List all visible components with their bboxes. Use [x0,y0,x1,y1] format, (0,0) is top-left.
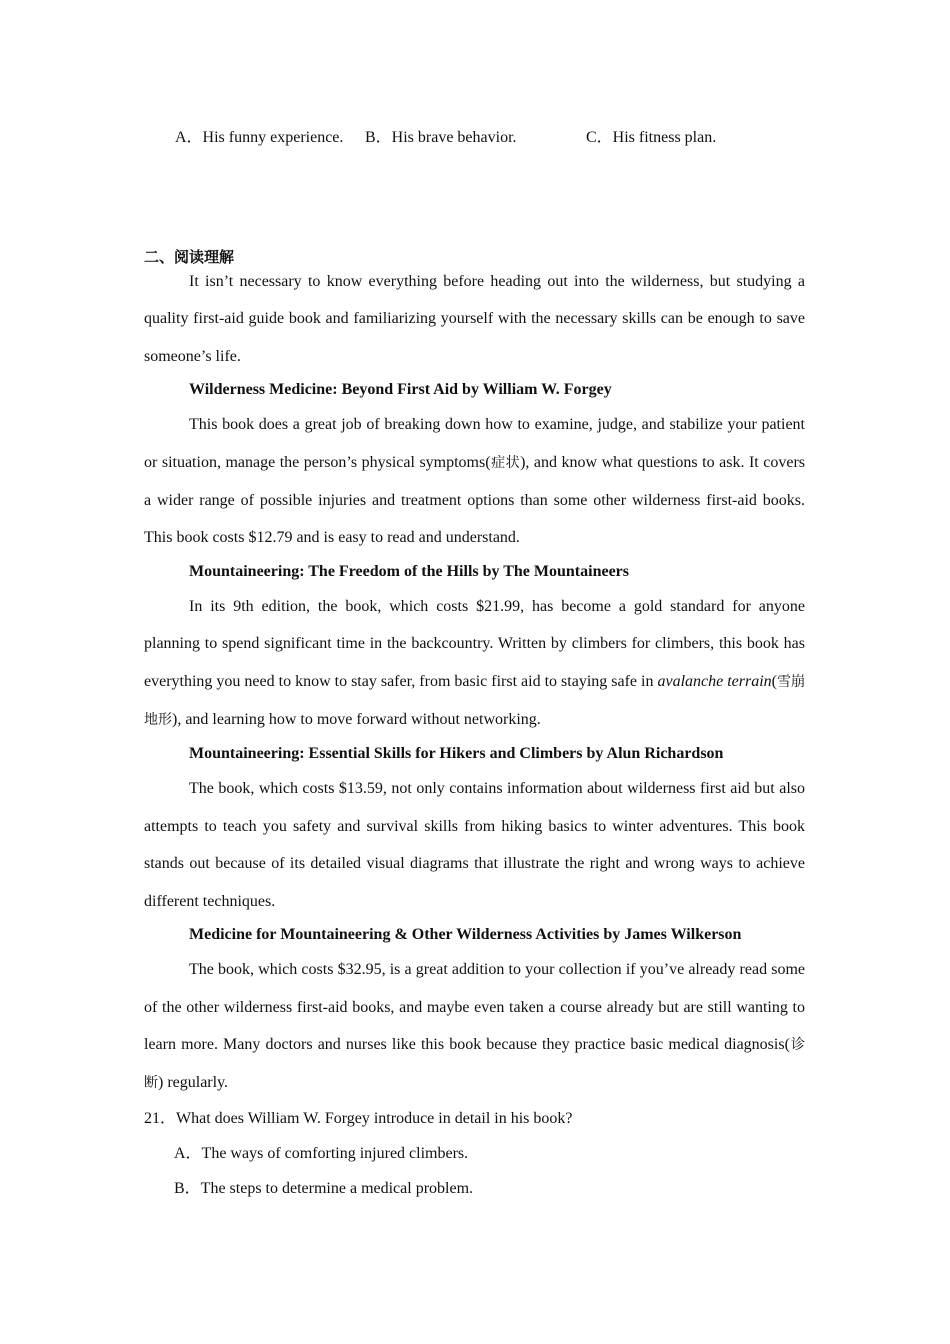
question-21-stem: 21．What does William W. Forgey introduce in detail in his book? [144,1109,573,1127]
italic-term: avalanche terrain [657,672,772,690]
section-heading: 二、阅读理解 [144,248,235,266]
book-title-mountaineers: Mountaineering: The Freedom of the Hills by The Mountaineers [189,562,629,580]
text-segment: ) regularly. [158,1074,229,1092]
book-description-wilkerson [144,951,805,1103]
intro-paragraph: It isn’t necessary to know everything before heading out into the wilderness, but studying a quality first-aid guide book and familiarizing yourself with the necessary skills can be enough to save someone’s life. [144,273,805,365]
book-description-richardson: The book, which costs $13.59, not only contains information about wilderness first aid but also attempts to teach you safety and survival skills from hiking basics to winter adventures. This book stands out because of its detailed visual diagrams that illustrate the right and wrong ways to achieve different techniques. [144,780,805,910]
option-b: B．His brave behavior. [365,129,517,146]
text-segment: ), and learning how to move forward without networking. [172,711,541,729]
book-title-wilkerson: Medicine for Mountaineering & Other Wilderness Activities by James Wilkerson [189,926,742,944]
chinese-gloss: 症状 [490,454,521,471]
book-description-mountaineers [144,588,805,740]
book-description-forgey [144,406,805,557]
previous-question-options [175,127,815,149]
text-segment: ), and know what questions to ask. It covers a wider range of possible injuries and treatment options than some other wilderness first-aid books. This book costs $12.79 and is easy to read and understand. [144,453,806,547]
text-segment: This book does a great job of breaking down how to examine, judge, and stabilize your patient or situation, manage the person’s physical symptoms( [144,416,805,471]
question-21-option-a: A．The ways of comforting injured climbers. [174,1144,469,1162]
book-title-forgey: Wilderness Medicine: Beyond First Aid by William W. Forgey [189,381,612,399]
option-a: A．His funny experience. [175,129,344,146]
option-c: C．His fitness plan. [586,129,717,146]
reading-comprehension-section [144,246,805,1206]
text-segment: ( [771,672,777,690]
chinese-gloss: 雪崩地形 [144,673,806,729]
text-segment: In its 9th edition, the book, which costs $21.99, has become a gold standard for anyone planning to spend significant time in the backcountry. Written by climbers for climbers, this book has everything you need to know to stay safer, from basic first aid to staying safe in [144,597,805,690]
question-21-option-b: B．The steps to determine a medical problem. [174,1179,474,1197]
book-title-richardson: Mountaineering: Essential Skills for Hikers and Climbers by Alun Richardson [189,745,724,763]
chinese-gloss: 诊断 [144,1036,806,1092]
text-segment: The book, which costs $32.95, is a great addition to your collection if you’ve already read some of the other wilderness first-aid books, and maybe even taken a course already but are still wanting to learn more. Many doctors and nurses like this book because they practice basic medical diagnosis( [144,961,805,1053]
